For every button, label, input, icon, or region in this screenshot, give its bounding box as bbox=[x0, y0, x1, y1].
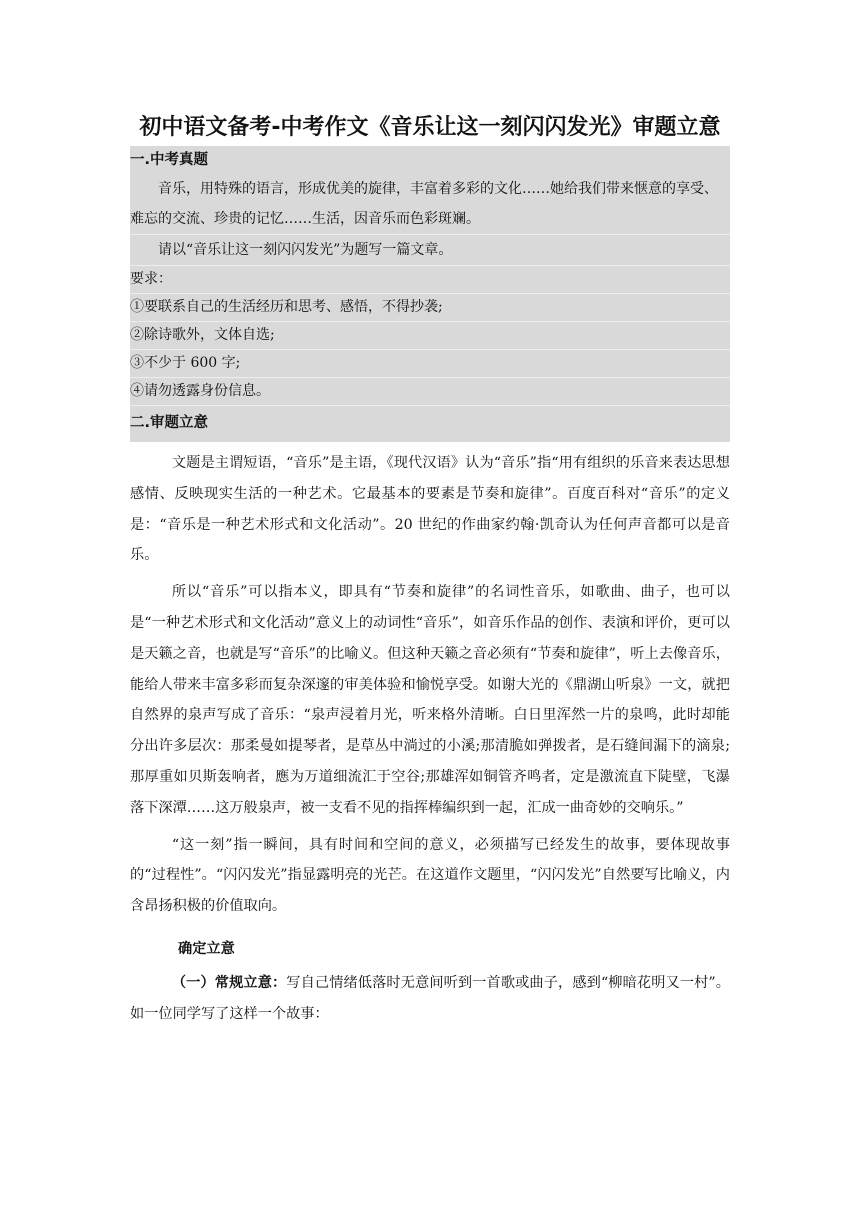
exam-task-paragraph: 请以“音乐让这一刻闪闪发光”为题写一篇文章。 bbox=[130, 235, 730, 266]
section-heading-analysis: 二.审题立意 bbox=[130, 415, 209, 431]
regular-theme-label: （一）常规立意： bbox=[171, 974, 287, 991]
requirements-label: 要求： bbox=[130, 266, 730, 294]
requirement-item: ①要联系自己的生活经历和思考、感悟，不得抄袭; bbox=[130, 294, 730, 322]
requirement-item: ②除诗歌外，文体自选; bbox=[130, 322, 730, 350]
document-title: 初中语文备考-中考作文《音乐让这一刻闪闪发光》审题立意 bbox=[139, 115, 721, 140]
regular-theme-paragraph bbox=[130, 968, 730, 1030]
analysis-paragraph: 所以“音乐”可以指本义，即具有“节奏和旋律”的名词性音乐，如歌曲、曲子，也可以是“一种艺术形式和文化活动”意义上的动词性“音乐”，如音乐作品的创作、表演和评价，更可以是天籁之音，也就是写“音乐”的比喻义。但这种天籁之音必须有“节奏和旋律”，听上去像音乐，能给人带来丰富多彩而复杂深邃的审美体验和愉悦享受。如谢大光的《鼎湖山听泉》一文，就把自然界的泉声写成了音乐：“泉声浸着月光，听来格外清晰。白日里浑然一片的泉鸣，此时却能分出许多层次：那柔曼如提琴者，是草丛中淌过的小溪;那清脆如弹拨者，是石缝间漏下的滴泉;那厚重如贝斯轰响者，應为万道细流汇于空谷;那雄浑如铜管齐鸣者，定是激流直下陡壁，飞瀑落下深潭……这万般泉声，被一支看不见的指挥棒编织到一起，汇成一曲奇妙的交响乐。” bbox=[130, 584, 730, 816]
regular-theme-text: 写自己情绪低落时无意间听到一首歌或曲子，感到“柳暗花明又一村”。如一位同学写了这样一个故事： bbox=[130, 974, 730, 1022]
exam-prompt-paragraph: 音乐，用特殊的语言，形成优美的旋律，丰富着多彩的文化……她给我们带来惬意的享受、难忘的交流、珍贵的记忆……生活，因音乐而色彩斑斓。 bbox=[130, 174, 730, 235]
exam-question-block bbox=[130, 146, 730, 442]
requirement-item: ③不少于 600 字; bbox=[130, 350, 730, 378]
subheading-determine-theme: 确定立意 bbox=[178, 940, 235, 957]
section-heading-exam: 一.中考真题 bbox=[130, 152, 209, 168]
requirement-item: ④请勿透露身份信息。 bbox=[130, 378, 730, 406]
analysis-paragraph: “这一刻”指一瞬间，具有时间和空间的意义，必须描写已经发生的故事，要体现故事的“过程性”。“闪闪发光”指显露明亮的光芒。在这道作文题里，“闪闪发光”自然要写比喻义，内含昂扬积极的价值取向。 bbox=[130, 836, 730, 915]
analysis-paragraph: 文题是主谓短语，“音乐”是主语，《现代汉语》认为“音乐”指“用有组织的乐音来表达思想感情、反映现实生活的一种艺术。它最基本的要素是节奏和旋律”。百度百科对“音乐”的定义是：“音乐是一种艺术形式和文化活动”。20 世纪的作曲家约翰·凯奇认为任何声音都可以是音乐。 bbox=[130, 455, 730, 564]
document-page bbox=[130, 110, 730, 1030]
